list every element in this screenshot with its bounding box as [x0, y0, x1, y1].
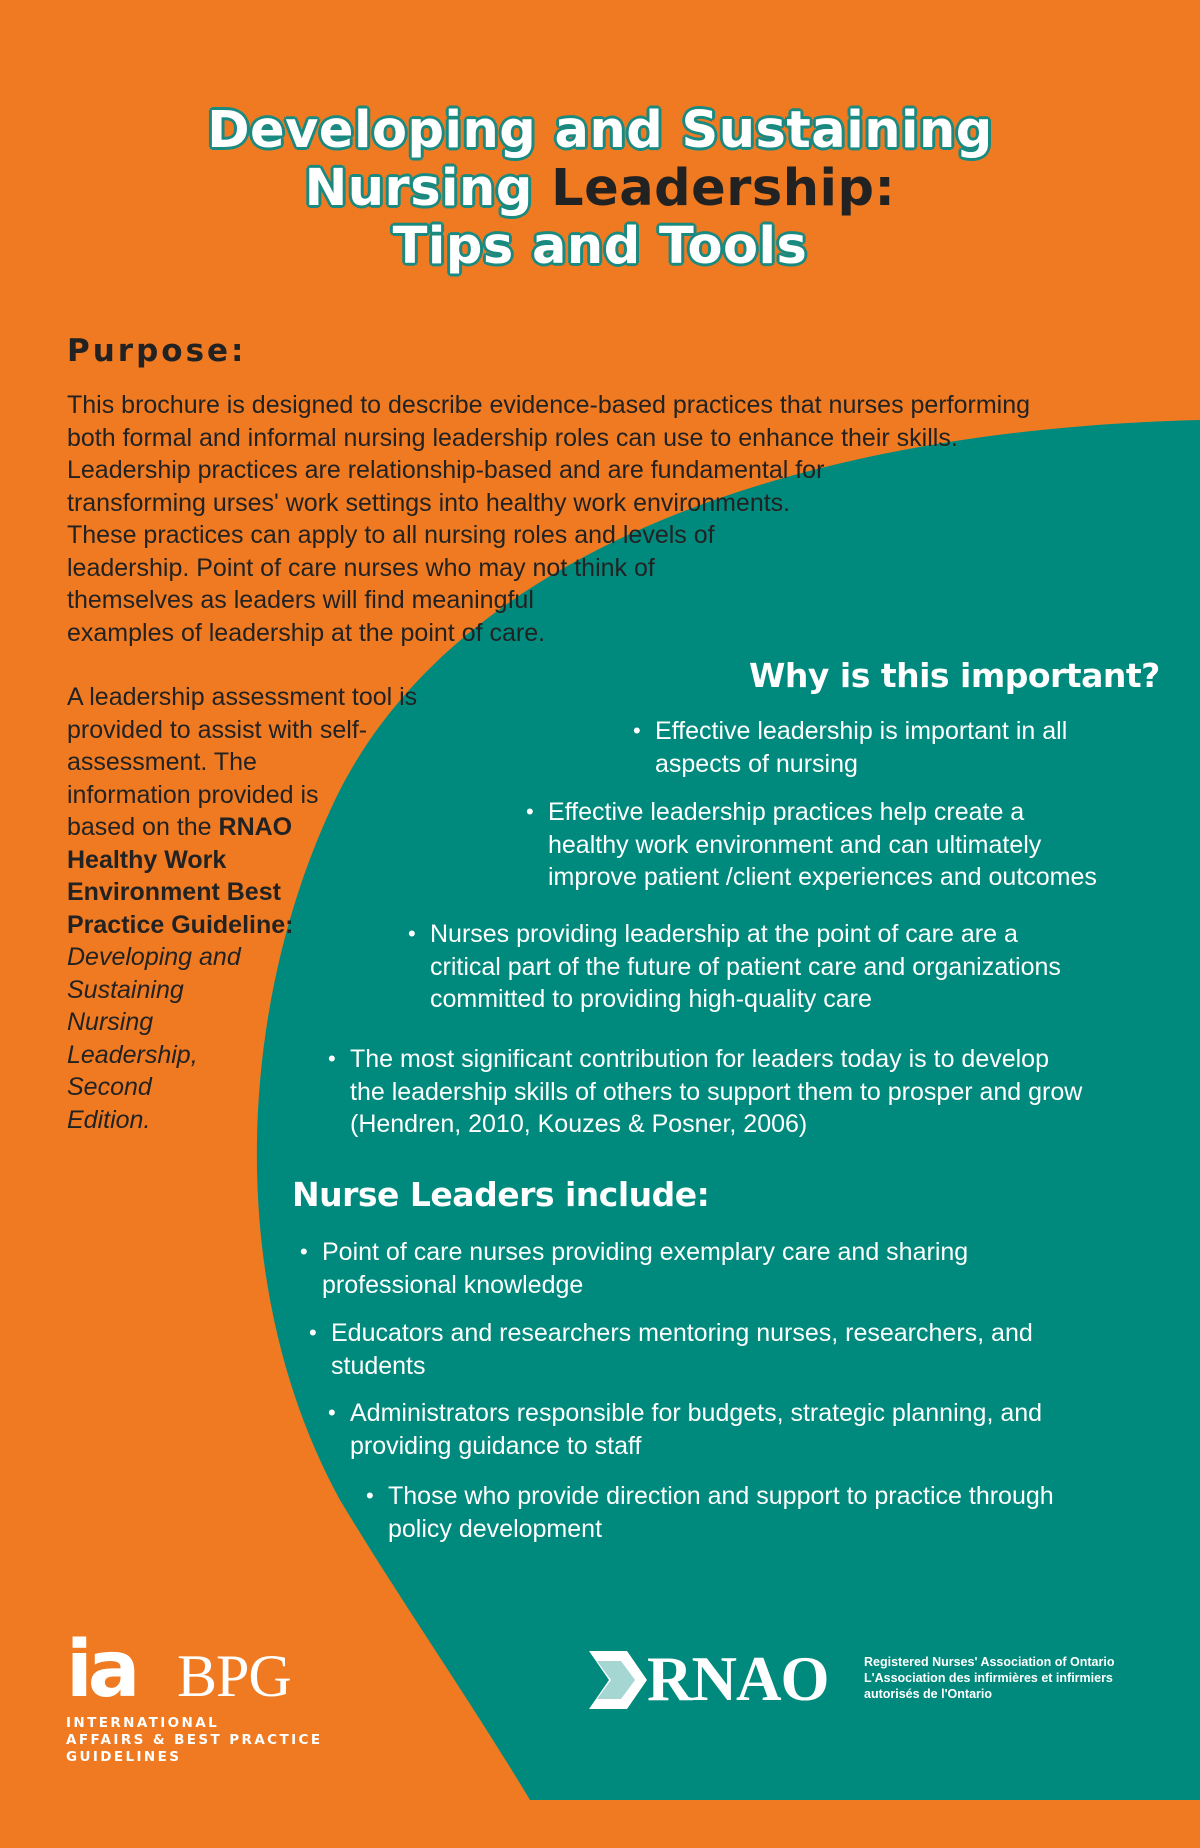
bullet-line: committed to providing high-quality care	[430, 985, 872, 1013]
ia-sub-line: INTERNATIONAL	[66, 1715, 220, 1731]
bullet-dot: •	[526, 799, 534, 824]
rnao-name-line: Registered Nurses' Association of Ontario	[864, 1655, 1115, 1669]
guideline-italic-line	[67, 974, 417, 1007]
bullet-dot: •	[408, 921, 416, 946]
page-title	[0, 102, 1200, 276]
guideline-bold: Environment Best	[67, 878, 281, 906]
tool-line: provided to assist with self-	[67, 715, 368, 744]
title-line-2	[0, 160, 1200, 218]
ia-bpg-logo	[66, 1625, 323, 1766]
title-line-1: Developing and Sustaining	[207, 101, 993, 160]
guideline-italic-line	[67, 1006, 417, 1039]
leaders-bullet	[309, 1317, 1033, 1382]
leaders-bullet	[300, 1236, 969, 1301]
bullet-line: (Hendren, 2010, Kouzes & Posner, 2006)	[350, 1110, 808, 1138]
guideline-bold: Practice Guideline:	[67, 910, 294, 939]
why-bullet	[328, 1043, 1083, 1141]
title-nursing: Nursing	[304, 159, 533, 218]
why-bullet	[526, 796, 1097, 894]
rnao-bold: RNAO	[218, 813, 293, 841]
bullet-dot: •	[309, 1320, 317, 1345]
tool-line: assessment. The	[67, 748, 257, 776]
tool-line-based	[67, 811, 417, 844]
why-bullet	[408, 918, 1061, 1016]
bullet-line: Educators and researchers mentoring nurses, researchers, and	[331, 1319, 1033, 1347]
bullet-line: Nurses providing leadership at the point of care are a	[430, 920, 1018, 948]
tool-line: A leadership assessment tool is	[67, 683, 418, 711]
title-line-3: Tips and Tools	[392, 217, 808, 276]
guideline-italic: Edition.	[67, 1105, 151, 1134]
purpose-line: leadership. Point of care nurses who may not think of	[67, 553, 655, 582]
guideline-italic: Leadership,	[67, 1040, 198, 1069]
rnao-name-line: L'Association des infirmières et infirmiers	[864, 1671, 1113, 1685]
rnao-arrow-icon	[587, 1649, 649, 1711]
ia-logo-mark: ia	[66, 1625, 136, 1715]
why-heading: Why is this important?	[749, 656, 1160, 695]
bullet-line: aspects of nursing	[655, 749, 858, 778]
bullet-line: Administrators responsible for budgets, strategic planning, and	[350, 1399, 1043, 1427]
purpose-line: These practices can apply to all nursing roles and levels of	[67, 521, 715, 549]
bullet-line: students	[331, 1351, 426, 1380]
based-on-text: based on the	[67, 813, 219, 841]
guideline-bold-line	[67, 844, 417, 877]
ia-logo-subtitle	[66, 1715, 322, 1766]
bullet-line: professional knowledge	[322, 1270, 584, 1299]
leaders-bullet	[328, 1397, 1043, 1462]
bullet-dot: •	[328, 1046, 336, 1071]
bullet-line: improve patient /client experiences and outcomes	[548, 863, 1097, 891]
purpose-line: both formal and informal nursing leadership roles can use to enhance their skills.	[67, 423, 958, 452]
rnao-full-name	[864, 1654, 1114, 1702]
bullet-line: critical part of the future of patient care and organizations	[430, 952, 1061, 981]
purpose-line: transforming urses' work settings into healthy work environments.	[67, 488, 791, 517]
guideline-italic: Nursing	[67, 1008, 154, 1036]
bullet-line: the leadership skills of others to support them to prosper and grow	[350, 1077, 1083, 1106]
bullet-dot: •	[328, 1400, 336, 1425]
ia-sub-line: AFFAIRS & BEST PRACTICE	[66, 1732, 323, 1748]
ia-sub-line: GUIDELINES	[66, 1749, 182, 1765]
rnao-logo-text: RNAO	[647, 1644, 829, 1714]
bpg-logo-text: BPG	[177, 1643, 291, 1709]
purpose-heading: Purpose:	[67, 333, 247, 369]
guideline-bold-line	[67, 909, 417, 942]
bullet-line: Effective leadership is important in all	[655, 717, 1068, 745]
bullet-dot: •	[300, 1239, 308, 1264]
guideline-italic: Sustaining	[67, 975, 184, 1004]
purpose-line: examples of leadership at the point of care.	[67, 618, 546, 647]
bullet-line: Point of care nurses providing exemplary care and sharing	[322, 1238, 969, 1266]
nurse-leaders-heading: Nurse Leaders include:	[292, 1175, 710, 1214]
guideline-italic: Developing and	[67, 943, 241, 971]
guideline-italic-line	[67, 941, 417, 974]
why-bullet	[633, 715, 1068, 780]
guideline-bold: Healthy Work	[67, 845, 227, 874]
guideline-italic: Second	[67, 1073, 152, 1101]
bullet-dot: •	[366, 1483, 374, 1508]
bullet-dot: •	[633, 718, 641, 743]
leaders-bullet	[366, 1480, 1054, 1545]
purpose-paragraph	[67, 389, 1030, 649]
title-leadership: Leadership:	[551, 159, 896, 218]
bullet-line: Effective leadership practices help create a	[548, 798, 1025, 826]
bullet-line: healthy work environment and can ultimately	[548, 830, 1042, 859]
bullet-line: Those who provide direction and support to practice through	[388, 1482, 1054, 1510]
rnao-name-line: autorisés de l'Ontario	[864, 1687, 993, 1701]
purpose-line: themselves as leaders will find meaningful	[67, 586, 534, 614]
tool-line: information provided is	[67, 780, 319, 809]
bullet-line: providing guidance to staff	[350, 1431, 642, 1460]
purpose-line: Leadership practices are relationship-based and are fundamental for	[67, 456, 825, 484]
bullet-line: The most significant contribution for leaders today is to develop	[350, 1045, 1049, 1073]
guideline-bold-line	[67, 876, 417, 909]
purpose-line: This brochure is designed to describe evidence-based practices that nurses performing	[67, 391, 1031, 419]
bullet-line: policy development	[388, 1514, 603, 1543]
